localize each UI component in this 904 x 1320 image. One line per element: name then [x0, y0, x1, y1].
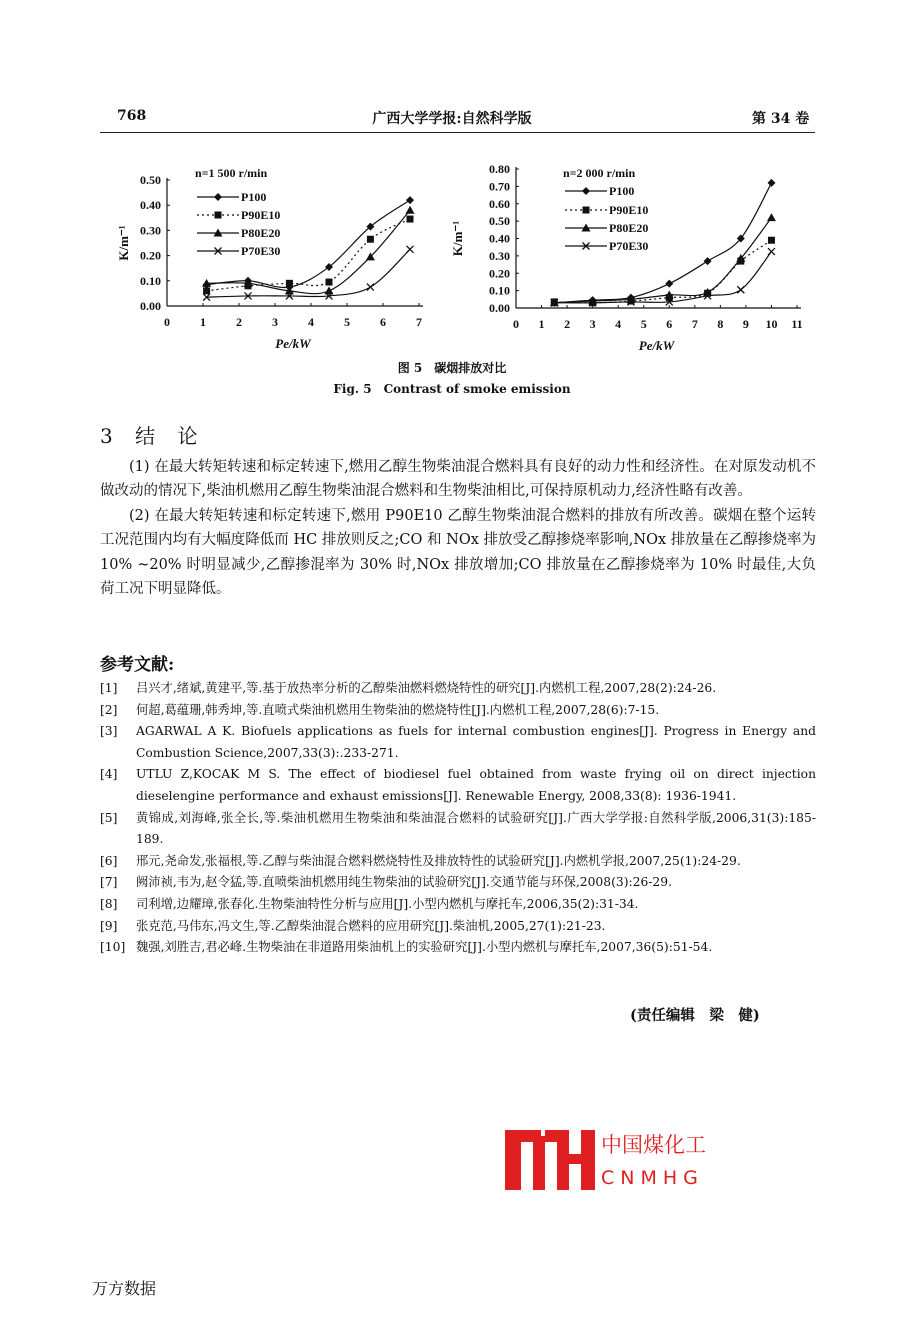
legend-label: P80E20	[609, 221, 649, 235]
data-point-P70E30	[367, 284, 374, 291]
data-point-P90E10	[286, 280, 293, 287]
reference-text: UTLU Z,KOCAK M S. The effect of biodiesel fuel obtained from waste frying oil on direct injection dieselengine performance and exhaust emissions[J]. Renewable Energy, 2008,33(8): 1936-1941.	[136, 767, 816, 803]
data-point-P90E10	[203, 287, 210, 294]
x-tick-label: 5	[344, 315, 350, 329]
legend-marker-icon	[582, 187, 590, 195]
x-tick-label: 7	[416, 315, 422, 329]
journal-title: 广西大学学报:自然科学版	[372, 111, 532, 127]
data-point-P80E20	[767, 213, 776, 221]
y-tick-label: 0.50	[489, 214, 510, 229]
paragraph: (1) 在最大转矩转速和标定转速下,燃用乙醇生物柴油混合燃料具有良好的动力性和经济性。在对原发动机不做改动的情况下,柴油机燃用乙醇生物柴油混合燃料和生物柴油相比,可保持原机动力,经济性略有改善。	[100, 459, 816, 500]
y-tick-label: 0.30	[489, 248, 510, 263]
y-axis-label: K/m⁻¹	[450, 220, 465, 257]
y-tick-label: 0.10	[489, 283, 510, 298]
references-title: 参考文献:	[100, 655, 175, 675]
y-tick-label: 0.00	[140, 299, 161, 313]
data-point-P100	[406, 196, 414, 204]
reference-text: 吕兴才,绪斌,黄建平,等.基于放热率分析的乙醇柴油燃料燃烧特性的研究[J].内燃机工程,2007,28(2):24-26.	[136, 681, 717, 695]
x-axis-label: Pe/kW	[638, 338, 675, 353]
legend-marker-icon	[214, 193, 222, 201]
y-axis-label: K/m⁻¹	[116, 225, 131, 261]
paragraph: (2) 在最大转矩转速和标定转速下,燃用 P90E10 乙醇生物柴油混合燃料的排放有所改善。碳烟在整个运转工况范围内均有大幅度降低而 HC 排放则反之;CO 和 NOx 排放受乙醇掺烧率影响,NOx 排放量在乙醇掺烧率为 10% ~20% 时明显减少,乙醇掺混率为 30% 时,NOx 排放增加;CO 排放量在乙醇掺烧率为 10% 时最佳,大负荷工况下明显降低。	[100, 507, 816, 598]
x-tick-label: 4	[308, 315, 314, 329]
reference-item	[100, 678, 816, 700]
x-tick-label: 10	[765, 317, 778, 331]
x-tick-label: 1	[538, 317, 545, 331]
y-tick-label: 0.00	[489, 301, 510, 315]
x-tick-label: 4	[615, 317, 622, 331]
reference-text: 阙沛祯,韦为,赵令猛,等.直喷柴油机燃用纯生物柴油的试验研究[J].交通节能与环保,2008(3):26-29.	[136, 875, 672, 890]
x-axis-label: Pe/kW	[275, 336, 311, 351]
x-tick-label: 11	[791, 317, 803, 331]
data-point-P100	[704, 257, 712, 265]
data-point-P70E30	[407, 246, 414, 253]
data-point-P80E20	[406, 206, 415, 214]
y-tick-label: 0.30	[140, 223, 161, 238]
svg-text:中国煤化工: 中国煤化工	[601, 1133, 706, 1157]
y-tick-label: 0.20	[489, 266, 510, 281]
data-point-P100	[665, 280, 673, 288]
legend-label: P90E10	[609, 203, 649, 217]
y-tick-label: 0.80	[489, 162, 510, 176]
data-point-P70E30	[737, 286, 744, 293]
legend-marker-icon	[583, 207, 590, 214]
series-line-P100	[207, 200, 410, 287]
reference-item	[100, 851, 816, 873]
y-tick-label: 0.60	[489, 196, 510, 211]
cnmhg-logo	[505, 1128, 715, 1196]
x-tick-label: 5	[640, 317, 647, 331]
figure-caption-en: Fig. 5 Contrast of smoke emission	[333, 382, 571, 396]
reference-list	[100, 678, 816, 959]
reference-text: 何超,葛蕴珊,韩秀坤,等.直喷式柴油机燃用生物柴油的燃烧特性[J].内燃机工程,2007,28(6):7-15.	[136, 702, 660, 717]
y-tick-label: 0.50	[140, 173, 161, 187]
data-point-P90E10	[326, 279, 333, 286]
legend-label: P70E30	[609, 239, 649, 253]
editor-note: (责任编辑 梁 健)	[630, 1007, 760, 1024]
reference-number: [1]	[100, 681, 118, 695]
reference-text: 张克范,马伟东,冯文生,等.乙醇柴油混合燃料的应用研究[J].柴油机,2005,27(1):21-23.	[136, 918, 606, 933]
y-tick-label: 0.20	[140, 248, 161, 263]
x-tick-label: 9	[742, 317, 749, 331]
reference-number: [7]	[100, 875, 118, 890]
series-line-P100	[554, 183, 771, 303]
reference-number: [8]	[100, 896, 118, 911]
series-line-P90E10	[554, 240, 771, 303]
x-tick-label: 2	[564, 317, 571, 331]
reference-item	[100, 916, 816, 938]
reference-number: [6]	[100, 853, 118, 868]
reference-text: 邢元,尧命发,张福根,等.乙醇与柴油混合燃料燃烧特性及排放特性的试验研究[J].内燃机学报,2007,25(1):24-29.	[136, 853, 741, 868]
data-point-P90E10	[407, 216, 414, 223]
reference-item	[100, 764, 816, 807]
chart-title: n=2 000 r/min	[563, 166, 636, 180]
volume: 第 34 卷	[752, 111, 810, 127]
reference-item	[100, 700, 816, 722]
reference-number: [2]	[100, 702, 118, 717]
y-tick-label: 0.40	[140, 198, 161, 213]
reference-number: [3]	[100, 724, 118, 739]
reference-item	[100, 894, 816, 916]
y-tick-label: 0.70	[489, 179, 510, 194]
legend-label: P100	[241, 190, 267, 204]
x-tick-label: 0	[513, 317, 519, 331]
reference-item	[100, 808, 816, 851]
data-point-P90E10	[367, 236, 374, 243]
reference-item	[100, 721, 816, 764]
x-tick-label: 1	[200, 315, 206, 329]
reference-number: [5]	[100, 810, 118, 825]
data-point-P100	[767, 179, 775, 187]
svg-text:CNMHG: CNMHG	[601, 1167, 704, 1189]
legend-marker-icon	[215, 212, 222, 219]
section-title: 3 结 论	[100, 424, 206, 448]
legend-label: P70E30	[241, 244, 281, 258]
footer-watermark: 万方数据	[92, 1279, 157, 1298]
series-line-P70E30	[207, 249, 410, 297]
x-tick-label: 2	[236, 315, 242, 329]
reference-text: 魏强,刘胜吉,君必峰.生物柴油在非道路用柴油机上的实验研究[J].小型内燃机与摩托车,2007,36(5):51-54.	[136, 940, 713, 955]
chart-title: n=1 500 r/min	[195, 166, 268, 180]
data-point-P70E30	[768, 248, 775, 255]
data-point-P90E10	[768, 237, 775, 244]
x-tick-label: 7	[691, 317, 698, 331]
reference-number: [4]	[100, 767, 118, 782]
x-tick-label: 6	[380, 315, 386, 329]
reference-number: [9]	[100, 918, 118, 933]
legend-label: P100	[609, 184, 635, 198]
reference-item	[100, 872, 816, 894]
x-tick-label: 8	[717, 317, 724, 331]
reference-text: 司利增,边耀璋,张春化.生物柴油特性分析与应用[J].小型内燃机与摩托车,2006,35(2):31-34.	[136, 896, 639, 911]
x-tick-label: 3	[272, 315, 278, 329]
reference-item	[100, 937, 816, 959]
page-number: 768	[117, 108, 147, 124]
legend-label: P90E10	[241, 208, 281, 222]
reference-text: 黄锦成,刘海峰,张全长,等.柴油机燃用生物柴油和柴油混合燃料的试验研究[J].广西大学学报:自然科学版,2006,31(3):185-189.	[136, 810, 816, 847]
figure-5-charts	[0, 0, 904, 360]
logo-mark-icon	[505, 1128, 715, 1192]
y-tick-label: 0.40	[489, 231, 510, 246]
x-tick-label: 6	[666, 317, 673, 331]
reference-number: [10]	[100, 940, 126, 955]
figure-caption-cn: 图 5 碳烟排放对比	[397, 361, 507, 375]
x-tick-label: 3	[589, 317, 596, 331]
section-body	[100, 455, 816, 601]
y-tick-label: 0.10	[140, 273, 161, 288]
x-tick-label: 0	[164, 315, 170, 329]
legend-label: P80E20	[241, 226, 281, 240]
reference-text: AGARWAL A K. Biofuels applications as fuels for internal combustion engines[J]. Progress in Energy and Combustion Science,2007,33(3):.233-271.	[136, 724, 816, 760]
